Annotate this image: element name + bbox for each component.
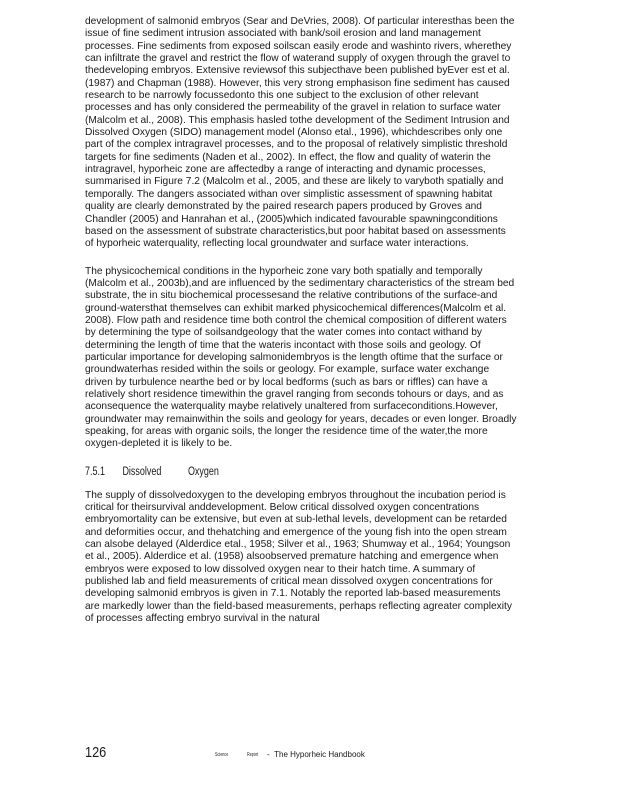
- body-paragraph-3: The supply of dissolvedoxygen to the developing embryos throughout the incubation period is critical for theirsurvival anddevelopment. Below critical dissolved oxygen concentrations embryomortality can be extensive, but even at sub-lethal levels, development can be retarded and deformities occur, and thehatching and emergence of the young fish into the open stream can alsobe delayed (Alderdice etal., 1958; Silver et al., 1963; Shumway et al., 1964; Youngson et al., 2005). Alderdice et al. (1958) alsoobserved premature hatching and emergence when embryos were exposed to low dissolved oxygen near to their hatch time. A summary of published lab and field measurements of critical mean dissolved oxygen concentrations for developing salmonid embryos is given in 7.1. Notably the reported lab-based measurements are markedly lower than the field-based measurements, perhaps reflecting agreater complexity of processes affecting embryo survival in the natural: [85, 489, 512, 625]
- footer-org-text: Science: [215, 752, 229, 758]
- section-title-word-1: Dissolved: [122, 465, 162, 478]
- footer-handbook-title: The Hyporheic Handbook: [274, 750, 365, 759]
- section-number: 7.5.1: [85, 465, 105, 478]
- page-body: [85, 16, 517, 640]
- footer-title: [267, 750, 365, 759]
- body-paragraph-1: development of salmonid embryos (Sear and DeVries, 2008). Of particular interesthas been the issue of fine sediment intrusion associated with bank/soil erosion and land management processes. Fine sediments from exposed soilscan easily erode and washinto rivers, wherethey can infiltrate the gravel and restrict the flow of waterand supply of oxygen through the gravel to thedeveloping embryos. Extensive reviewsof this subjecthave been published byEver est et al. (1987) and Chapman (1988). However, this very strong emphasison fine sediment has caused research to be narrowly focussedonto this one subject to the exclusion of other relevant processes and has only considered the permeability of the gravel in relation to surface water (Malcolm et al., 2008). This emphasis hasled tothe development of the Sediment Intrusion and Dissolved Oxygen (SIDO) management model (Alonso etal., 1996), whichdescribes only one part of the complex intragravel processes, and to the proposal of relatively simplistic threshold targets for fine sediments (Naden et al., 2002). In effect, the flow and quality of waterin the intragravel, hyporheic zone are affectedby a range of interacting and dynamic processes, summarised in Figure 7.2 (Malcolm et al., 2005, and these are likely to varyboth spatially and temporally. The dangers associated withan over simplistic assessment of spawning habitat quality are clearly demonstrated by the paired research papers produced by Groves and Chandler (2005) and Hanrahan et al., (2005)which indicated favourable spawningconditions based on the assessment of substrate characteristics,but poor habitat based on assessments of hyporheic waterquality, reflecting local groundwater and surface water interactions.: [85, 16, 515, 250]
- page-footer: [85, 744, 517, 764]
- section-title-word-2: Oxygen: [187, 465, 219, 478]
- section-heading: [85, 466, 422, 478]
- body-paragraph-2: The physicochemical conditions in the hyporheic zone vary both spatially and temporally (Malcolm et al., 2003b),and are influenced by the sedimentary characteristics of the stream bed substrate, the in situ biochemical processesand the relative contributions of the surface-and ground-watersthat themselves can exhibit marked physicochemical differences(Malcolm et al. 2008). Flow path and residence time both control the chemical composition of different waters by determining the type of soilsandgeology that the water comes into contact withand by determining the length of time that the wateris incontact with those soils and geology. Of particular importance for developing salmonidembryos is the length oftime that the surface or groundwaterhas resided within the soils or geology. For example, surface water exchange driven by turbulence nearthe bed or by local bedforms (such as bars or riffles) can have a relatively short residence timewithin the gravel ranging from seconds tohours or days, and as aconsequence the waterquality maybe relatively unaltered from surfaceconditions.However, groundwater may remainwithin the soils and geology for years, decades or even longer. Broadly speaking, for areas with organic soils, the longer the residence time of the water,the more oxygen-depleted it is likely to be.: [85, 265, 517, 450]
- footer-separator: -: [267, 750, 270, 759]
- footer-report-text: Report: [247, 752, 259, 758]
- page-number: 126: [85, 744, 107, 761]
